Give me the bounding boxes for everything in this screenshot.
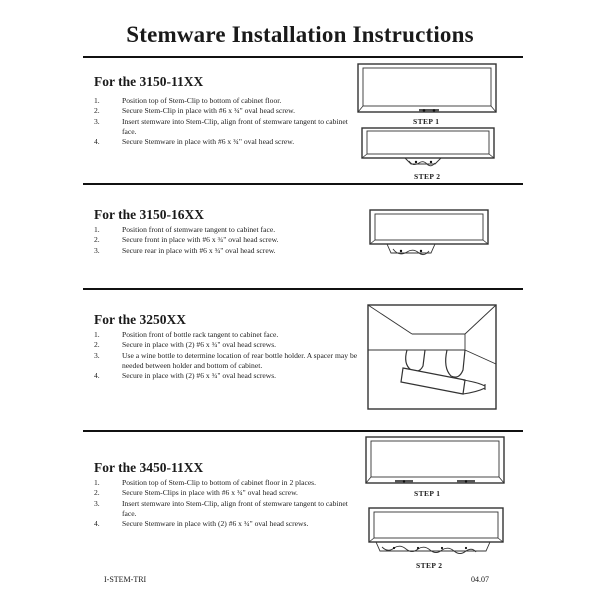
step-caption: STEP 2 — [416, 561, 443, 570]
step1-cabinet-illustration — [365, 436, 505, 486]
step-text: Position front of bottle rack tangent to cabinet face. — [122, 330, 279, 339]
section-heading: For the 3150-11XX — [94, 74, 204, 89]
step-text: Secure in place with (2) #6 x ¾" oval head screws. — [122, 340, 277, 350]
document-code: I-STEM-TRI — [104, 575, 147, 584]
section-heading: For the 3250XX — [94, 312, 186, 327]
step-item — [94, 246, 354, 256]
step-item — [94, 371, 364, 381]
step-item — [94, 519, 364, 529]
step-caption: STEP 1 — [414, 489, 441, 498]
stemware-rack-illustration — [369, 209, 489, 265]
step-item — [94, 106, 354, 116]
step-item — [94, 488, 364, 498]
step-text: Secure Stemware in place with #6 x ¾" oval head screw. — [122, 137, 295, 147]
step-text: Position top of Stem-Clip to bottom of cabinet floor. — [122, 96, 282, 105]
section-divider — [83, 183, 523, 185]
step-text: Secure in place with (2) #6 x ¾" oval head screws. — [122, 371, 277, 381]
step-text: Secure Stem-Clip in place with #6 x ¾" oval head screw. — [122, 106, 295, 116]
step2-cabinet-illustration — [361, 127, 495, 173]
section-heading: For the 3150-16XX — [94, 207, 204, 222]
page-title: Stemware Installation Instructions — [126, 22, 474, 47]
section-divider — [83, 430, 523, 432]
step-text: Position top of Stem-Clip to bottom of cabinet floor in 2 places. — [122, 478, 317, 487]
step-caption: STEP 2 — [414, 172, 441, 181]
step-item — [94, 340, 364, 350]
step-number: 1. — [94, 478, 100, 487]
step-item — [94, 117, 354, 138]
step-text: Secure rear in place with #6 x ¾" oval head screw. — [122, 245, 276, 255]
step-number: 2. — [94, 340, 100, 350]
step-number: 3. — [94, 116, 100, 126]
step-text: Secure Stemware in place with (2) #6 x ¾" oval head screws. — [122, 519, 309, 529]
step-number: 3. — [94, 350, 100, 360]
step-item — [94, 330, 364, 340]
step-text: Insert stemware into Stem-Clip, align front of stemware tangent to cabinet face. — [122, 116, 348, 136]
step-text: Use a wine bottle to determine location of rear bottle holder. A spacer may be needed between holder and bottom of cabinet. — [122, 350, 358, 370]
step-item — [94, 235, 354, 245]
step-number: 3. — [94, 245, 100, 255]
step-number: 1. — [94, 96, 100, 105]
step-item — [94, 499, 364, 520]
step-list — [94, 225, 354, 256]
step-caption: STEP 1 — [413, 117, 440, 126]
step-number: 4. — [94, 371, 100, 381]
step-text: Secure front in place with #6 x ¾" oval head screw. — [122, 235, 279, 245]
step-number: 2. — [94, 235, 100, 245]
step-item — [94, 96, 354, 106]
step-number: 4. — [94, 519, 100, 529]
step2-cabinet-illustration — [368, 507, 504, 557]
step-item — [94, 478, 364, 488]
step-number: 2. — [94, 106, 100, 116]
step-text: Insert stemware into Stem-Clip, align front of stemware tangent to cabinet face. — [122, 498, 348, 518]
step-list — [94, 478, 364, 529]
step-item — [94, 351, 364, 372]
revision-date: 04.07 — [471, 575, 489, 584]
step-number: 2. — [94, 488, 100, 498]
step-number: 1. — [94, 330, 100, 339]
step-number: 1. — [94, 225, 100, 234]
step-item — [94, 137, 354, 147]
section-heading: For the 3450-11XX — [94, 460, 204, 475]
section-divider — [83, 56, 523, 58]
step-number: 3. — [94, 498, 100, 508]
step-item — [94, 225, 354, 235]
step-text: Position front of stemware tangent to cabinet face. — [122, 225, 276, 234]
step-text: Secure Stem-Clips in place with #6 x ¾" oval head screw. — [122, 488, 298, 498]
step-list — [94, 96, 354, 147]
step-list — [94, 330, 364, 381]
step1-cabinet-illustration — [357, 63, 497, 115]
step-number: 4. — [94, 137, 100, 147]
section-divider — [83, 288, 523, 290]
bottle-rack-illustration — [367, 304, 497, 412]
